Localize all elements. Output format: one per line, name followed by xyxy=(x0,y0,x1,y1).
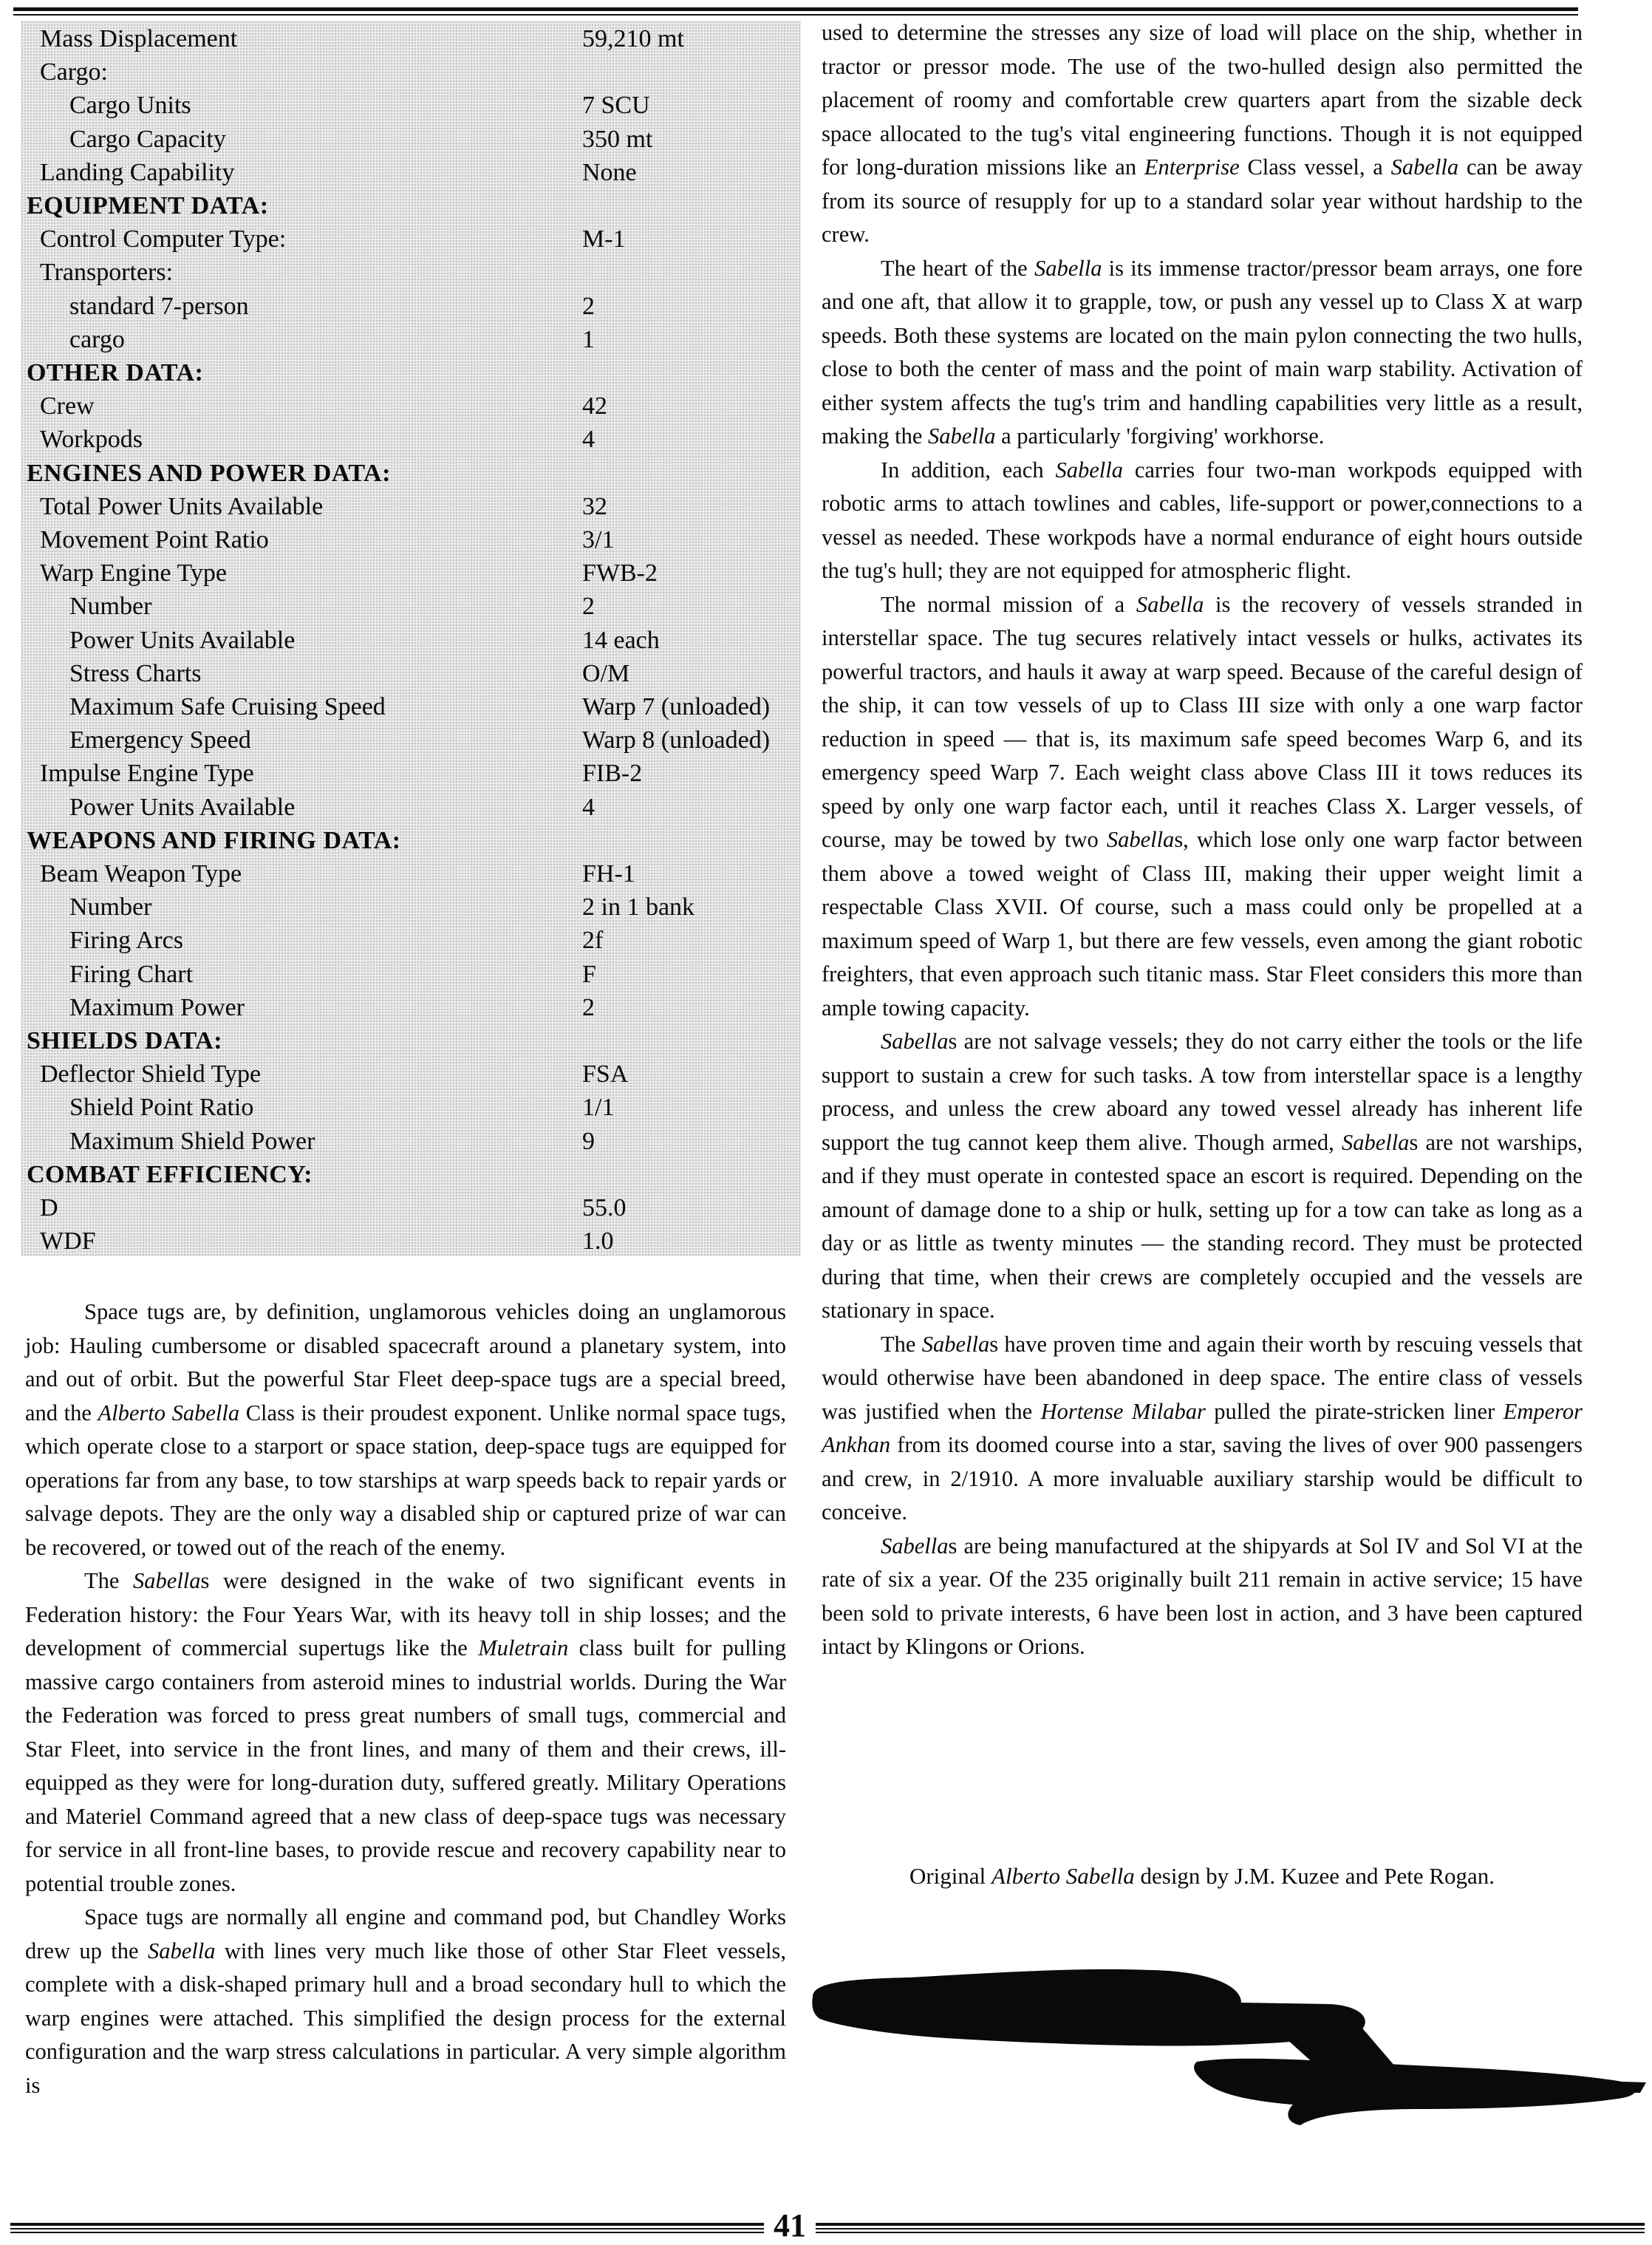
right-column-text xyxy=(822,16,1583,1664)
text-run: s have proven time and again their worth by rescuing vessels that would otherwise have been abandoned in deep space. The entire class of vessels was justified when the xyxy=(822,1331,1583,1424)
stats-value: 1/1 xyxy=(582,1094,615,1122)
stats-row xyxy=(21,791,801,824)
stats-row xyxy=(21,924,801,957)
stats-label: Transporters: xyxy=(40,259,174,287)
text-run: design by J.M. Kuzee and Pete Rogan. xyxy=(1134,1863,1495,1889)
stats-label: SHIELDS DATA: xyxy=(27,1027,223,1055)
stats-value: 2 xyxy=(582,993,595,1021)
stats-label: Total Power Units Available xyxy=(40,492,324,520)
stats-label: Maximum Shield Power xyxy=(69,1127,315,1155)
stats-label: Movement Point Ratio xyxy=(40,526,269,553)
footer-rule-right xyxy=(816,2223,1645,2233)
stats-value: 14 each xyxy=(582,626,660,654)
stats-row xyxy=(21,723,801,757)
stats-label: EQUIPMENT DATA: xyxy=(27,192,269,219)
stats-row xyxy=(21,1125,801,1158)
body-paragraph xyxy=(822,1530,1583,1664)
italic-text: Sabella xyxy=(1034,255,1102,281)
body-paragraph xyxy=(25,1901,786,2102)
stats-value: 55.0 xyxy=(582,1194,627,1222)
stats-value: Warp 8 (unloaded) xyxy=(582,726,771,754)
text-run: used to determine the stresses any size of load will place on the ship, whether in tractor or pressor mode. The use of the two-hulled design also permitted the placement of roomy and comfortable crew quarters apart from the sizable deck space allocated to the tug's vital engineering functions. Though it is not equipped for long-duration missions like an xyxy=(822,20,1583,180)
stats-row xyxy=(21,1057,801,1091)
stats-row xyxy=(21,1191,801,1224)
stats-value: 4 xyxy=(582,426,595,454)
text-run: with lines very much like those of other Star Fleet vessels, complete with a disk-shaped primary hull and a broad secondary hull to which the warp engines were attached. This simplified the design process for the external configuration and the warp stress calculations in particular. A very simple algorithm is xyxy=(25,1938,787,2098)
stats-label: Number xyxy=(69,593,152,621)
stats-row xyxy=(21,958,801,991)
stats-row xyxy=(21,1091,801,1124)
text-run: The heart of the xyxy=(881,255,1034,281)
stats-label: Power Units Available xyxy=(69,626,296,654)
text-run: The xyxy=(84,1568,134,1593)
text-run: s are not salvage vessels; they do not carry either the tools or the life support to sustain a crew for such tasks. A tow from interstellar space is a lengthy process, and unless the crew aboard any towed vessel already has inherent life support the tug cannot keep them alive. Though armed, xyxy=(822,1029,1583,1155)
tug-silhouette-image xyxy=(798,1951,1648,2143)
italic-text: Sabella xyxy=(1055,457,1123,483)
text-run: s are not warships, and if they must operate in contested space an escort is required. Depending on the amount of damage done to a ship or hulk, setting up for a tow can take as long as a day or as little as twenty minutes — the standing record. They must be protected during that time, when their crews are completely occupied and the vessels are stationary in space. xyxy=(822,1129,1583,1323)
stats-value: 3/1 xyxy=(582,526,615,553)
stats-label: Firing Chart xyxy=(69,960,194,988)
stats-value: 2 xyxy=(582,292,595,320)
stats-value: 2 in 1 bank xyxy=(582,893,695,921)
stats-row xyxy=(21,123,801,156)
ship-stats-table xyxy=(21,21,801,1256)
text-run: carries four two-man workpods equipped with robotic arms to attach towlines and cables, life-support or power,connections to a vessel as needed. These workpods have a normal endurance of eight hours outside the tug's hull; they are not equipped for atmospheric flight. xyxy=(822,457,1583,583)
italic-text: Alberto Sabella xyxy=(98,1400,240,1425)
text-run: is the recovery of vessels stranded in interstellar space. The tug secures relatively intact vessels or hulks, activates its powerful tractors, and hauls it away at warp speed. Because of the careful design of the ship, it can tow vessels of up to Class III size with only a one warp factor reduction in speed — that is, its maximum safe speed becomes Warp 6, and its emergency speed Warp 7. Each weight class above Class III it tows reduces its speed by only one warp factor each, until it reaches Class X. Larger vessels, of course, may be towed by two xyxy=(822,591,1583,852)
stats-label: WEAPONS AND FIRING DATA: xyxy=(27,826,401,854)
stats-row xyxy=(21,490,801,523)
stats-label: Cargo Units xyxy=(69,92,191,120)
stats-row xyxy=(21,55,801,89)
italic-text: Sabella xyxy=(147,1938,216,1963)
stats-label: COMBAT EFFICIENCY: xyxy=(27,1160,313,1188)
text-run: pulled the pirate-stricken liner xyxy=(1205,1398,1503,1424)
stats-label: WDF xyxy=(40,1227,96,1256)
italic-text: Sabella xyxy=(133,1568,201,1593)
stats-label: Crew xyxy=(40,392,95,420)
stats-label: Beam Weapon Type xyxy=(40,860,242,888)
stats-value: 9 xyxy=(582,1127,595,1155)
stats-row xyxy=(21,256,801,289)
stats-section-heading xyxy=(21,189,801,222)
stats-section-heading xyxy=(21,457,801,490)
stats-label: Maximum Power xyxy=(69,993,245,1021)
stats-value: 42 xyxy=(582,392,607,420)
body-paragraph xyxy=(25,1564,786,1901)
stats-label: Emergency Speed xyxy=(69,726,251,754)
text-run: s are being manufactured at the shipyards at Sol IV and Sol VI at the rate of six a year. Of the 235 originally built 211 remain in active service; 15 have been sold to private interests, 6 have been lost in action, and 3 have been captured intact by Klingons or Orions. xyxy=(822,1533,1583,1659)
stats-value: FSA xyxy=(582,1060,629,1089)
stats-row xyxy=(21,556,801,590)
text-run: The xyxy=(881,1331,922,1357)
stats-label: Shield Point Ratio xyxy=(69,1094,254,1122)
stats-label: Cargo: xyxy=(40,58,108,86)
italic-text: Sabella xyxy=(1390,154,1459,180)
stats-value: 32 xyxy=(582,492,607,520)
body-paragraph xyxy=(822,252,1583,454)
stats-row xyxy=(21,22,801,55)
text-run: s were designed in the wake of two significant events in Federation history: the Four Years War, with its heavy toll in ship losses; and the development of commercial supertugs like the xyxy=(25,1568,786,1660)
stats-row xyxy=(21,690,801,723)
stats-label: Firing Arcs xyxy=(69,927,183,955)
stats-label: Cargo Capacity xyxy=(69,125,226,153)
stats-row xyxy=(21,657,801,690)
italic-text: Hortense Milabar xyxy=(1040,1398,1206,1424)
text-run: is its immense tractor/pressor beam arrays, one fore and one aft, that allow it to grapple, tow, or push any vessel up to Class X at warp speeds. Both these systems are located on the main pylon connecting the two hulls, close to both the center of mass and the point of main warp stability. Activation of either system affects the tug's trim and handling capabilities very little as a result, making the xyxy=(822,255,1583,449)
stats-row xyxy=(21,389,801,423)
body-paragraph xyxy=(822,16,1583,252)
header-rule-thin xyxy=(13,14,1578,16)
stats-label: Control Computer Type: xyxy=(40,225,287,253)
text-run: Space tugs are, by definition, unglamorous vehicles doing an unglamorous job: Hauling cumbersome or disabled spacecraft around a planetary system, into and out of orbit. But the powerful Star Fleet deep-space tugs are a special breed, and the xyxy=(25,1299,786,1425)
stats-value: 59,210 mt xyxy=(582,25,684,52)
stats-value: 350 mt xyxy=(582,125,653,153)
stats-value: 4 xyxy=(582,793,595,821)
stats-value: O/M xyxy=(582,659,630,687)
italic-text: Sabella xyxy=(921,1331,990,1357)
italic-text: Enterprise xyxy=(1144,154,1240,180)
stats-value: FWB-2 xyxy=(582,559,658,587)
stats-label: Deflector Shield Type xyxy=(40,1060,262,1089)
stats-label: Mass Displacement xyxy=(40,25,238,52)
stats-row xyxy=(21,757,801,790)
stats-value: FH-1 xyxy=(582,860,635,888)
stats-row xyxy=(21,1224,801,1256)
stats-section-heading xyxy=(21,1024,801,1057)
stats-row xyxy=(21,890,801,924)
stats-value: F xyxy=(582,960,596,988)
italic-text: Sabella xyxy=(1106,827,1175,852)
design-credit xyxy=(822,1863,1583,1890)
stats-section-heading xyxy=(21,824,801,857)
body-paragraph xyxy=(822,454,1583,588)
body-paragraph xyxy=(25,1295,786,1564)
left-column-text xyxy=(25,1295,786,2102)
text-run: Original xyxy=(909,1863,992,1889)
text-run: from its doomed course into a star, saving the lives of over 900 passengers and crew, in 2/1910. A more invaluable auxiliary starship would be difficult to conceive. xyxy=(822,1432,1583,1525)
header-rule xyxy=(13,7,1578,11)
text-run: can be away from its source of resupply for up to a standard solar year without hardship to the crew. xyxy=(822,154,1583,247)
italic-text: Alberto Sabella xyxy=(991,1863,1135,1889)
stats-row xyxy=(21,423,801,456)
stats-label: ENGINES AND POWER DATA: xyxy=(27,459,391,487)
stats-value: 2 xyxy=(582,593,595,621)
stats-value: Warp 7 (unloaded) xyxy=(582,693,771,720)
stats-value: M-1 xyxy=(582,225,626,253)
stats-label: D xyxy=(40,1194,58,1222)
text-run: Space tugs are normally all engine and command pod, but Chandley Works drew up the xyxy=(25,1904,786,1963)
stats-row xyxy=(21,590,801,623)
text-run: a particularly 'forgiving' workhorse. xyxy=(995,423,1325,449)
stats-label: standard 7-person xyxy=(69,292,249,320)
stats-row xyxy=(21,323,801,356)
stats-value: FIB-2 xyxy=(582,760,643,788)
stats-value: None xyxy=(582,158,637,186)
stats-label: OTHER DATA: xyxy=(27,359,204,386)
stats-section-heading xyxy=(21,356,801,389)
stats-label: Impulse Engine Type xyxy=(40,760,254,788)
stats-label: Number xyxy=(69,893,152,921)
text-run: In addition, each xyxy=(881,457,1056,483)
italic-text: Emperor Ankhan xyxy=(822,1398,1583,1457)
stats-label: Stress Charts xyxy=(69,659,202,687)
body-paragraph xyxy=(822,588,1583,1026)
footer-rule-left xyxy=(10,2223,764,2233)
stats-row xyxy=(21,290,801,323)
stats-value: 1.0 xyxy=(582,1227,614,1256)
stats-section-heading xyxy=(21,1158,801,1191)
stats-row xyxy=(21,624,801,657)
stats-value: 2f xyxy=(582,927,604,955)
stats-row xyxy=(21,857,801,890)
stats-row xyxy=(21,156,801,189)
italic-text: Sabella xyxy=(1341,1129,1410,1155)
italic-text: Sabella xyxy=(881,1029,949,1054)
stats-label: Power Units Available xyxy=(69,793,296,821)
italic-text: Sabella xyxy=(1136,591,1204,617)
page-number: 41 xyxy=(774,2207,806,2244)
stats-label: Warp Engine Type xyxy=(40,559,227,587)
stats-row xyxy=(21,991,801,1024)
text-run: s, which lose only one warp factor between them above a towed weight of Class III, making their upper weight limit a respectable Class XVII. Of course, such a mass could only be propelled at a maximum speed of Warp 1, but there are few vessels, even among the giant robotic freighters, that even approach such titanic mass. Star Fleet considers this more than ample towing capacity. xyxy=(822,827,1583,1021)
stats-value: 1 xyxy=(582,325,595,353)
stats-label: Workpods xyxy=(40,426,143,454)
italic-text: Muletrain xyxy=(478,1635,569,1660)
body-paragraph xyxy=(822,1025,1583,1328)
stats-row xyxy=(21,523,801,556)
text-run: class built for pulling massive cargo containers from asteroid mines to industrial worlds. During the War the Federation was forced to press great numbers of small tugs, commercial and Star Fleet, into service in the front lines, and many of them and their crews, ill-equipped as they were for long-duration duty, suffered greatly. Military Operations and Materiel Command agreed that a new class of deep-space tugs was necessary for service in all front-line bases, to provide rescue and recovery capability near to potential trouble zones. xyxy=(25,1635,786,1896)
stats-label: Maximum Safe Cruising Speed xyxy=(69,693,386,720)
stats-value: 7 SCU xyxy=(582,92,650,120)
stats-label: cargo xyxy=(69,325,125,353)
italic-text: Sabella xyxy=(881,1533,949,1558)
text-run: Class is their proudest exponent. Unlike normal space tugs, which operate close to a starport or space station, deep-space tugs are equipped for operations far from any base, to tow starships at warp speeds back to repair yards or salvage depots. They are the only way a disabled ship or captured prize of war can be recovered, or towed out of the reach of the enemy. xyxy=(25,1400,786,1560)
stats-row xyxy=(21,89,801,122)
text-run: Class vessel, a xyxy=(1239,154,1391,180)
stats-label: Landing Capability xyxy=(40,158,235,186)
italic-text: Sabella xyxy=(928,423,996,449)
body-paragraph xyxy=(822,1328,1583,1530)
text-run: The normal mission of a xyxy=(881,591,1136,617)
stats-row xyxy=(21,222,801,256)
